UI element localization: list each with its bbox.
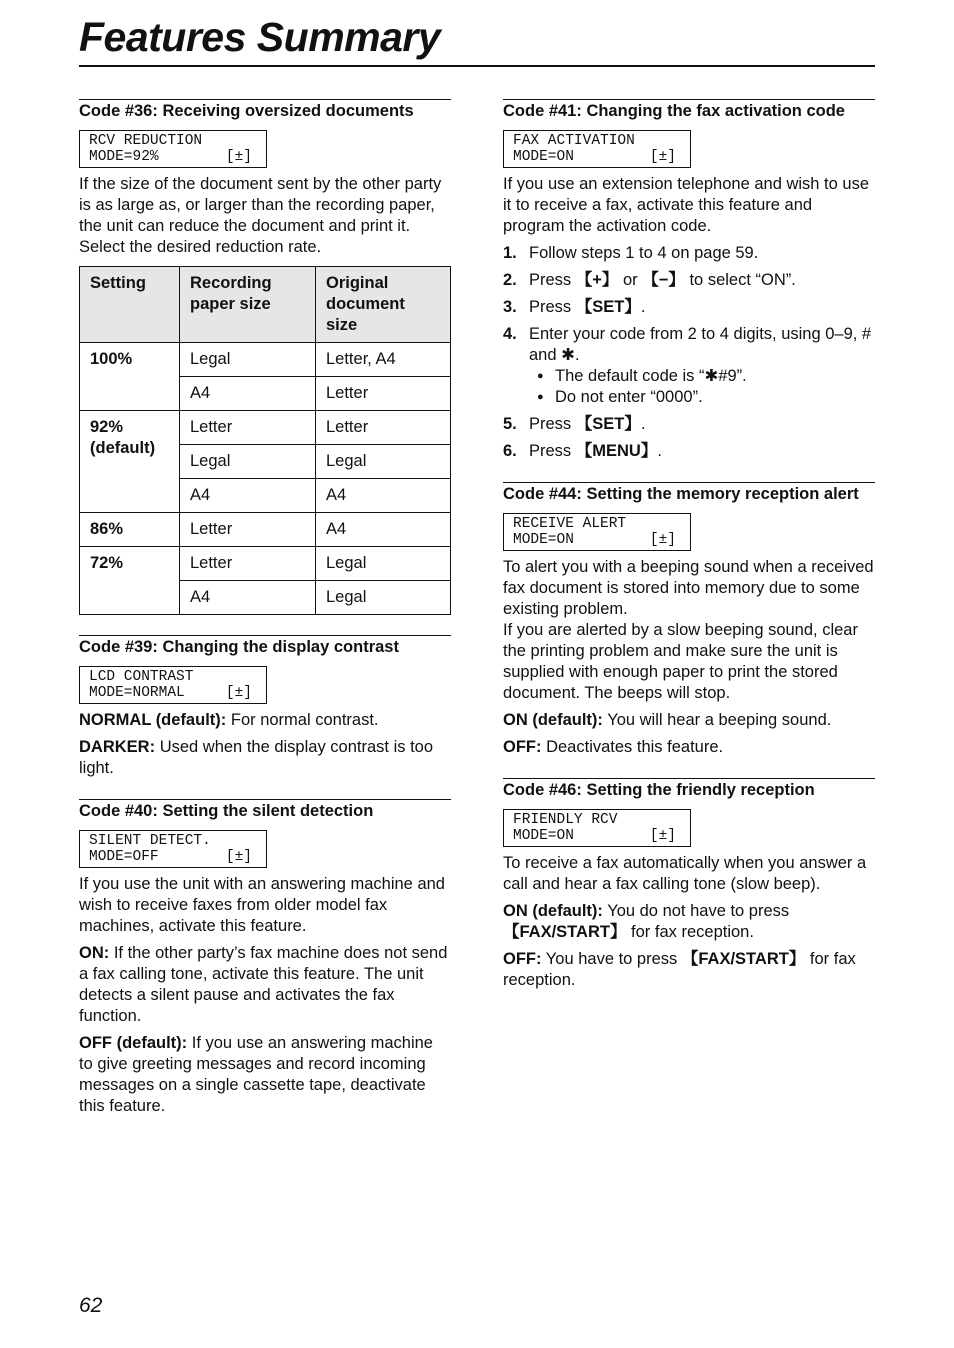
section-code41 [503, 99, 875, 462]
code36-title: Code #36: Receiving oversized documents [79, 102, 414, 120]
header-original-document: Original document size [316, 267, 451, 343]
lcd-line1: LCD CONTRAST [89, 669, 194, 685]
lcd-arrows: [±] [649, 532, 676, 548]
menu-key: 【MENU】 [575, 442, 658, 460]
on-label: ON (default): [503, 711, 603, 729]
table-cell: Legal [180, 343, 316, 377]
step-text: to select “ON”. [684, 271, 796, 289]
section-code39 [79, 635, 451, 779]
section-code44 [503, 482, 875, 758]
set-key: 【SET】 [575, 415, 641, 433]
lcd-arrows: [±] [649, 828, 676, 844]
page-title: Features Summary [79, 14, 441, 60]
off-text: If you use an answering machine to give greeting messages and record incoming messages on a single cassette tape, deactivate this feature. [79, 1034, 433, 1115]
table-cell: Letter, A4 [316, 343, 451, 377]
table-cell: A4 [180, 377, 316, 411]
code36-lcd-display [79, 130, 267, 168]
setting-cell: 86% [80, 513, 180, 547]
setting-cell: 100% [80, 343, 180, 411]
table-cell: Letter [180, 411, 316, 445]
header-recording-paper: Recording paper size [180, 267, 316, 343]
setting-cell: 92% (default) [80, 411, 180, 513]
table-cell: Legal [316, 445, 451, 479]
step-item [503, 441, 875, 462]
lcd-mode: MODE=ON [513, 828, 574, 844]
normal-label: NORMAL (default): [79, 711, 227, 729]
table-row [80, 513, 451, 547]
page-number: 62 [79, 1294, 103, 1317]
step-number: 4. [503, 325, 517, 343]
code44-on [503, 710, 875, 731]
header-setting: Setting [80, 267, 180, 343]
section-code46 [503, 778, 875, 991]
lcd-line1: RECEIVE ALERT [513, 516, 627, 532]
code41-steps [503, 243, 875, 462]
step-text: Press [529, 271, 576, 289]
table-cell: A4 [180, 479, 316, 513]
bullet-item: ● Do not enter “0000”. [537, 387, 875, 408]
code46-off [503, 949, 875, 991]
table-cell: Letter [180, 513, 316, 547]
code36-description: If the size of the document sent by the other party is as large as, or larger than the recording paper, the unit can reduce the document and print it. Select the desired reduction rate. [79, 175, 442, 256]
table-cell: A4 [316, 513, 451, 547]
lcd-line1: FRIENDLY RCV [513, 812, 618, 828]
code44-description-2: If you are alerted by a slow beeping sound, clear the printing problem and make sure the unit is supplied with enough paper to print the stored document. The beeps will stop. [503, 621, 858, 702]
off-text: for fax reception. [503, 950, 856, 989]
code41-title: Code #41: Changing the fax activation code [503, 102, 845, 120]
step-number: 3. [503, 298, 517, 316]
code46-title: Code #46: Setting the friendly reception [503, 781, 815, 799]
code44-lcd-display [503, 513, 691, 551]
code40-title: Code #40: Setting the silent detection [79, 802, 374, 820]
on-label: ON (default): [503, 902, 603, 920]
table-cell: Letter [316, 377, 451, 411]
lcd-mode: MODE=OFF [89, 849, 159, 865]
code44-off [503, 737, 875, 758]
lcd-mode: MODE=ON [513, 532, 574, 548]
bullet-item: ● The default code is “✱#9”. [537, 366, 875, 387]
code44-title: Code #44: Setting the memory reception alert [503, 485, 859, 503]
fax-start-key: 【FAX/START】 [503, 923, 627, 941]
table-cell: Letter [180, 547, 316, 581]
table-cell: Legal [316, 547, 451, 581]
set-key: 【SET】 [575, 298, 641, 316]
table-cell: Letter [316, 411, 451, 445]
table-cell: Legal [180, 445, 316, 479]
step-text: Press [529, 415, 576, 433]
on-text: for fax reception. [626, 923, 754, 941]
code46-lcd-display [503, 809, 691, 847]
step-text: Follow steps 1 to 4 on page 59. [529, 244, 759, 262]
code39-lcd-display [79, 666, 267, 704]
code46-on [503, 901, 875, 943]
off-text: You have to press [545, 950, 682, 968]
code40-lcd-display [79, 830, 267, 868]
lcd-arrows: [±] [225, 685, 252, 701]
darker-text: Used when the display contrast is too light. [79, 738, 434, 777]
off-label: OFF: [503, 950, 542, 968]
reduction-table [79, 266, 451, 615]
off-text: Deactivates this feature. [546, 738, 724, 756]
step-text: Press [529, 298, 576, 316]
table-row [80, 547, 451, 581]
lcd-arrows: [±] [225, 849, 252, 865]
setting-cell: 72% [80, 547, 180, 615]
code40-off [79, 1033, 451, 1117]
lcd-mode: MODE=92% [89, 149, 159, 165]
code41-lcd-display [503, 130, 691, 168]
right-column [503, 99, 875, 1011]
on-text: You will hear a beeping sound. [607, 711, 832, 729]
step-number: 5. [503, 415, 517, 433]
lcd-line1: RCV REDUCTION [89, 133, 203, 149]
code39-normal [79, 710, 451, 731]
code44-description: To alert you with a beeping sound when a received fax document is stored into memory due to some existing problem. [503, 558, 874, 618]
title-rule [79, 65, 875, 67]
section-code40 [79, 799, 451, 1117]
normal-text: For normal contrast. [230, 711, 379, 729]
step-number: 1. [503, 244, 517, 262]
lcd-arrows: [±] [225, 149, 252, 165]
code41-description: If you use an extension telephone and wish to use it to receive a fax, activate this feature and program the activation code. [503, 175, 870, 235]
table-cell: A4 [180, 581, 316, 615]
lcd-line1: SILENT DETECT. [89, 833, 211, 849]
step-text: . [657, 442, 662, 460]
step4-bullets [529, 366, 875, 408]
step-item [503, 243, 875, 264]
step-text: . [640, 415, 646, 433]
left-column [79, 99, 451, 1137]
on-label: ON: [79, 944, 110, 962]
on-text: You do not have to press [607, 902, 790, 920]
lcd-mode: MODE=NORMAL [89, 685, 185, 701]
step-number: 6. [503, 442, 517, 460]
step-item [503, 297, 875, 318]
step-text: or [618, 271, 643, 289]
off-label: OFF: [503, 738, 542, 756]
code39-darker [79, 737, 451, 779]
off-label: OFF (default): [79, 1034, 188, 1052]
code39-title: Code #39: Changing the display contrast [79, 638, 399, 656]
code40-on [79, 943, 451, 1027]
fax-start-key: 【FAX/START】 [681, 950, 806, 968]
step-number: 2. [503, 271, 517, 289]
table-header-row [80, 267, 451, 343]
step-text: Enter your code from 2 to 4 digits, using 0–9, # and ✱. [529, 325, 872, 364]
section-code36 [79, 99, 451, 615]
step-item [503, 414, 875, 435]
code46-description: To receive a fax automatically when you answer a call and hear a fax calling tone (slow beep). [503, 854, 867, 893]
darker-label: DARKER: [79, 738, 156, 756]
lcd-mode: MODE=ON [513, 149, 574, 165]
plus-key: 【+】 [575, 271, 619, 289]
step-text: . [640, 298, 646, 316]
step-item [503, 324, 875, 408]
table-row [80, 343, 451, 377]
step-text: Press [529, 442, 576, 460]
table-cell: A4 [316, 479, 451, 513]
step-item [503, 270, 875, 291]
table-cell: Legal [316, 581, 451, 615]
lcd-arrows: [±] [649, 149, 676, 165]
code40-description: If you use the unit with an answering machine and wish to receive faxes from older model fax machines, activate this feature. [79, 875, 445, 935]
minus-key: 【−】 [642, 271, 685, 289]
table-row [80, 411, 451, 445]
lcd-line1: FAX ACTIVATION [513, 133, 635, 149]
on-text: If the other party’s fax machine does not send a fax calling tone, activate this feature. The unit detects a silent pause and activates the fax function. [79, 944, 448, 1025]
